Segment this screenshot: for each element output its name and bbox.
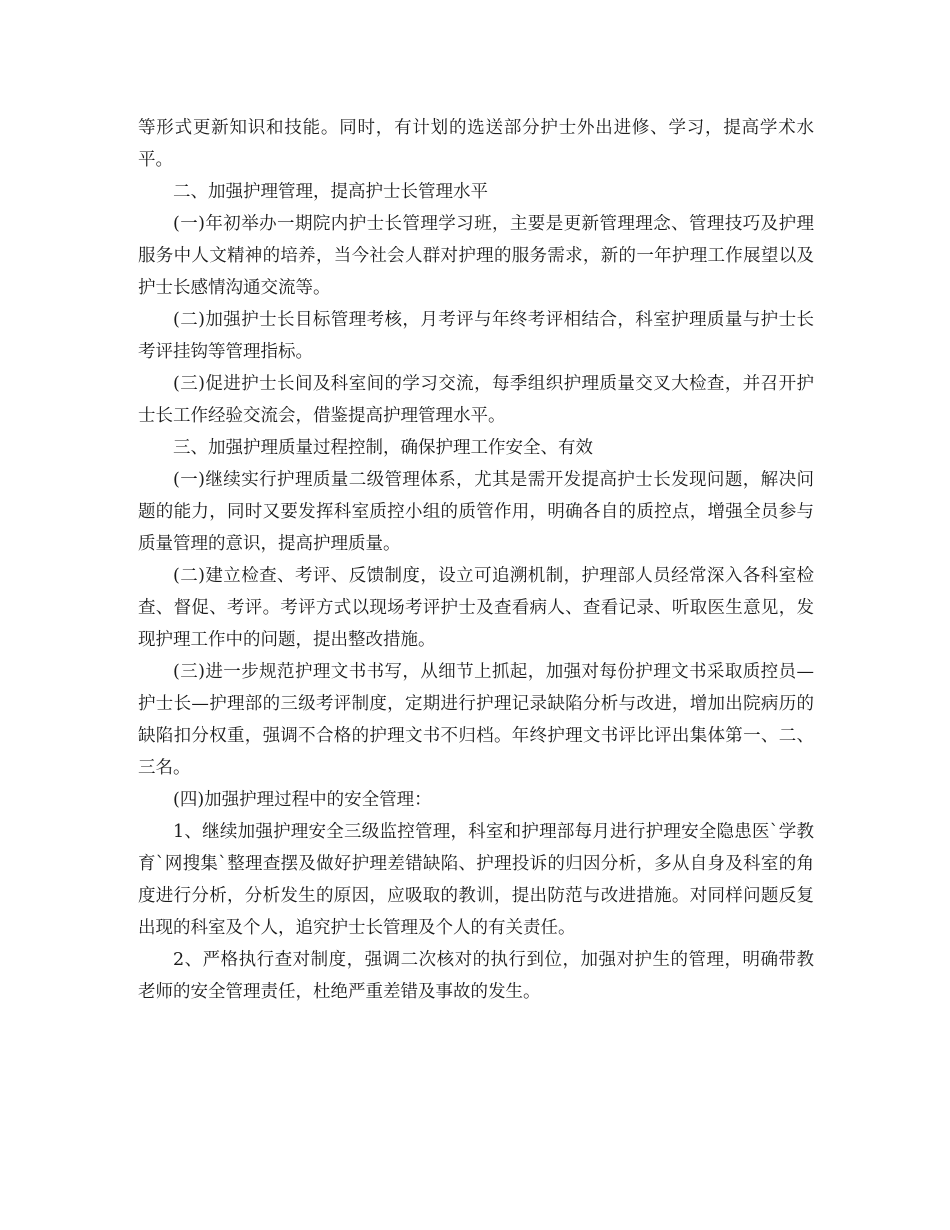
section-heading-2: 二、加强护理管理，提高护士长管理水平 <box>173 182 488 202</box>
paragraph: (三)进一步规范护理文书书写，从细节上抓起，加强对每份护理文书采取质控员—护士长—护理部的三级考评制度，定期进行护理记录缺陷分析与改进，增加出院病历的缺陷扣分权重，强调不合格的护理文书不归档。年终护理文书评比评出集体第一、二、三名。 <box>138 662 814 778</box>
paragraph: (三)促进护士长间及科室间的学习交流，每季组织护理质量交叉大检查，并召开护士长工作经验交流会，借鉴提高护理管理水平。 <box>138 374 814 426</box>
paragraph: 1、继续加强护理安全三级监控管理，科室和护理部每月进行护理安全隐患医`学教育`网搜集`整理查摆及做好护理差错缺陷、护理投诉的归因分析，多从自身及科室的角度进行分析，分析发生的原因，应吸取的教训，提出防范与改进措施。对同样问题反复出现的科室及个人，追究护士长管理及个人的有关责任。 <box>138 822 814 938</box>
paragraph: (一)继续实行护理质量二级管理体系，尤其是需开发提高护士长发现问题，解决问题的能力，同时又要发挥科室质控小组的质管作用，明确各自的质控点，增强全员参与质量管理的意识，提高护理质量。 <box>138 470 814 554</box>
subsection-heading: (四)加强护理过程中的安全管理： <box>173 790 432 810</box>
paragraph-continuation: 等形式更新知识和技能。同时，有计划的选送部分护士外出进修、学习，提高学术水平。 <box>138 118 814 170</box>
document-body <box>138 112 814 1008</box>
section-heading-3: 三、加强护理质量过程控制，确保护理工作安全、有效 <box>173 438 593 458</box>
paragraph: (一)年初举办一期院内护士长管理学习班，主要是更新管理理念、管理技巧及护理服务中人文精神的培养，当今社会人群对护理的服务需求，新的一年护理工作展望以及护士长感情沟通交流等。 <box>138 214 814 298</box>
paragraph: (二)加强护士长目标管理考核，月考评与年终考评相结合，科室护理质量与护士长考评挂钩等管理指标。 <box>138 310 814 362</box>
paragraph: (二)建立检查、考评、反馈制度，设立可追溯机制，护理部人员经常深入各科室检查、督促、考评。考评方式以现场考评护士及查看病人、查看记录、听取医生意见，发现护理工作中的问题，提出整改措施。 <box>138 566 814 650</box>
paragraph: 2、严格执行查对制度，强调二次核对的执行到位，加强对护生的管理，明确带教老师的安全管理责任，杜绝严重差错及事故的发生。 <box>138 950 814 1002</box>
